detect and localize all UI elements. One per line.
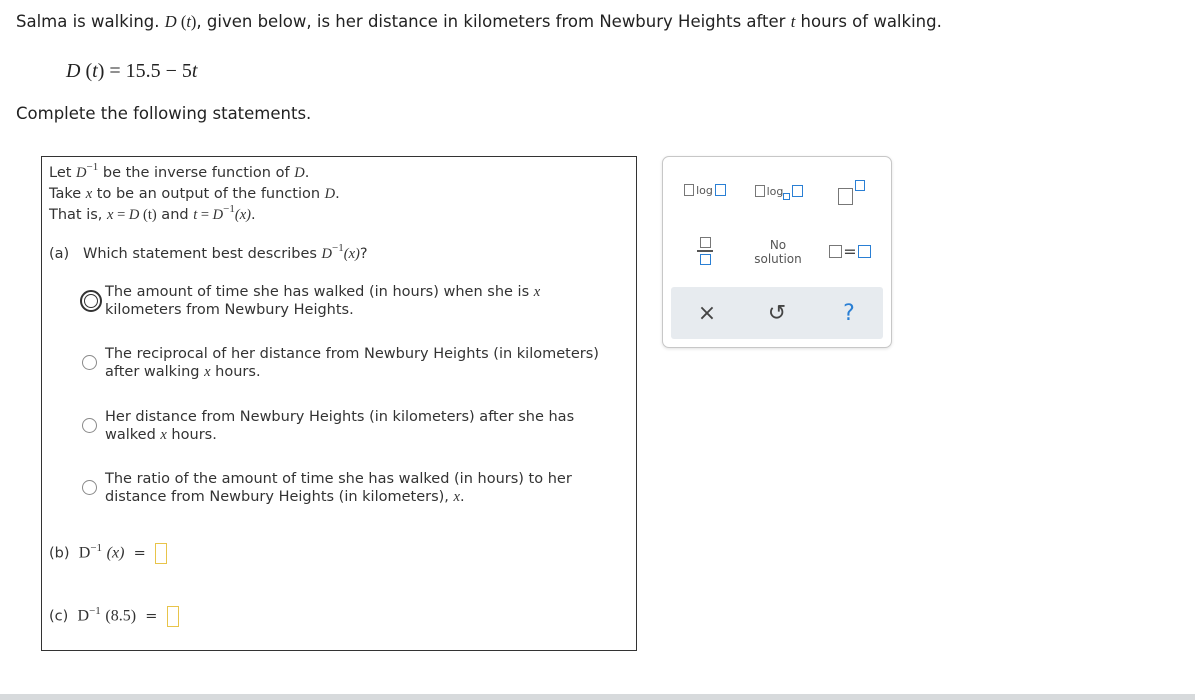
definition-line-3: That is, x = D (t) and $t = D^{-1}(x)$. (49, 203, 256, 223)
equals-right-icon (858, 245, 871, 258)
option-1-radio[interactable] (80, 290, 102, 312)
log-base-button[interactable]: log (751, 179, 807, 203)
definition-line-1: Let $D^{-1}$ be the inverse function of D. (49, 161, 310, 181)
part-a-prompt: (a) Which statement best describes $D^{-1}(x)$? (49, 242, 368, 262)
denominator-icon (700, 254, 711, 265)
fraction-bar-icon (697, 250, 713, 252)
option-1-text: The amount of time she has walked (in hours) when she is x kilometers from Newbury Heights. (105, 284, 541, 318)
fraction-button[interactable] (689, 233, 721, 269)
exponent-power-icon (855, 180, 865, 191)
logbase-box-icon (792, 185, 803, 197)
palette-footer (671, 287, 883, 339)
undo-button[interactable] (757, 293, 797, 333)
no-solution-button[interactable]: No solution (754, 238, 802, 266)
function-equation: D (t) = 15.5 − 5t (66, 60, 198, 82)
undo-icon: ↺ (767, 300, 787, 326)
clear-button[interactable] (687, 293, 727, 333)
close-icon: × (697, 300, 717, 326)
math-palette (662, 156, 892, 348)
log-button[interactable]: log (677, 179, 733, 201)
part-c-answer-input[interactable] (167, 606, 179, 627)
option-2-radio[interactable] (82, 355, 97, 370)
part-b-row: (b) $D^{-1}$ (x) = (49, 543, 167, 564)
question-panel (41, 156, 637, 651)
help-icon: ? (843, 300, 855, 326)
log-arg-placeholder-icon (684, 184, 694, 196)
option-3-text: Her distance from Newbury Heights (in kilometers) after she has walked x hours. (105, 409, 575, 443)
logbase-subscript-icon (783, 193, 790, 200)
bottom-bar (0, 694, 1195, 700)
equals-left-icon (829, 245, 842, 258)
option-3-radio[interactable] (82, 418, 97, 433)
problem-intro: Salma is walking. D (t), given below, is her distance in kilometers from Newbury Heights after t hours of walking. (16, 12, 942, 31)
exponent-base-icon (838, 188, 853, 205)
equals-button[interactable]: = (825, 239, 875, 263)
option-4-text: The ratio of the amount of time she has walked (in hours) to her distance from Newbury Heights (in kilometers), x. (105, 471, 572, 505)
numerator-icon (700, 237, 711, 248)
log-box-icon (715, 184, 726, 196)
definition-line-2: Take x to be an output of the function D. (49, 186, 340, 202)
instruction-text: Complete the following statements. (16, 104, 312, 123)
option-2-text: The reciprocal of her distance from Newbury Heights (in kilometers) after walking x hours. (105, 346, 599, 380)
help-button[interactable] (829, 293, 869, 333)
exponent-button[interactable] (831, 175, 871, 207)
option-4-radio[interactable] (82, 480, 97, 495)
logbase-arg-placeholder-icon (755, 185, 765, 197)
part-b-answer-input[interactable] (155, 543, 167, 564)
part-c-row: (c) $D^{-1}$ (8.5) = (49, 606, 179, 627)
